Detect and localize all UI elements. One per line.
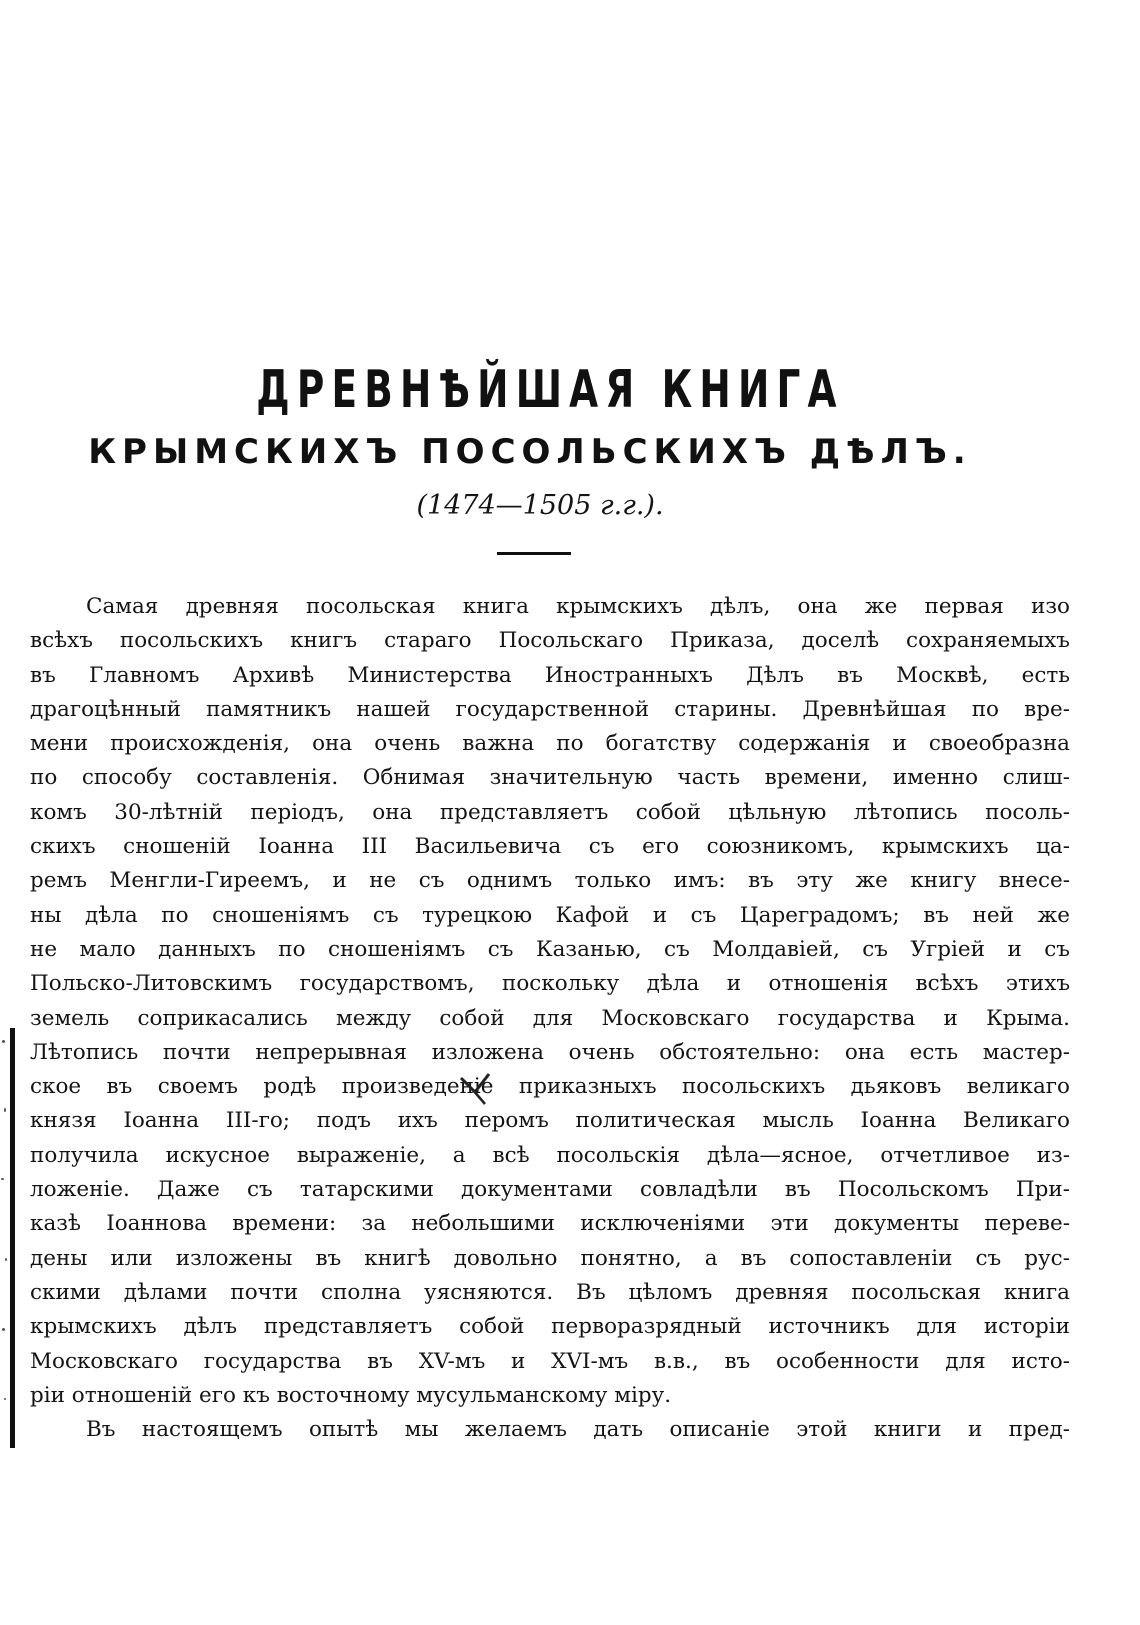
text-line: не мало данныхъ по сношеніямъ съ Казанью, съ Молдавіей, съ Угріей и съ bbox=[30, 936, 1070, 962]
text-line: Въ настоящемъ опытѣ мы желаемъ дать описаніе этой книги и пред- bbox=[86, 1417, 1070, 1443]
text-line: ремъ Менгли-Гиреемъ, и не съ однимъ только имъ: въ эту же книгу внесе- bbox=[30, 868, 1070, 894]
text-line: ское въ своемъ родѣ произведеніе приказныхъ посольскихъ дьяковъ великаго bbox=[30, 1074, 1070, 1100]
title-divider bbox=[497, 552, 571, 555]
margin-bracket-mark bbox=[0, 1028, 26, 1448]
text-line: дены или изложены въ книгѣ довольно понятно, а въ сопоставленіи съ рус- bbox=[30, 1245, 1070, 1271]
text-line: мени происхожденія, она очень важна по богатству содержанія и своеобразна bbox=[30, 731, 1070, 757]
text-line: по способу составленія. Обнимая значительную часть времени, именно слиш- bbox=[30, 765, 1070, 791]
text-line: казѣ Іоаннова времени: за небольшими исключеніями эти документы переве- bbox=[30, 1211, 1070, 1237]
text-line: князя Іоанна III-го; подъ ихъ перомъ политическая мысль Іоанна Великаго bbox=[30, 1108, 1070, 1134]
text-line: ложеніе. Даже съ татарскими документами совладѣли въ Посольскомъ При- bbox=[30, 1177, 1070, 1203]
text-line: Лѣтопись почти непрерывная изложена очень обстоятельно: она есть мастер- bbox=[30, 1039, 1070, 1065]
text-line: получила искусное выраженіе, а всѣ посольскія дѣла—ясное, отчетливое из- bbox=[30, 1142, 1070, 1168]
body-text bbox=[30, 590, 1070, 1447]
text-line: въ Главномъ Архивѣ Министерства Иностранныхъ Дѣлъ въ Москвѣ, есть bbox=[30, 662, 1070, 688]
text-line: скими дѣлами почти сполна уясняются. Въ цѣломъ древняя посольская книга bbox=[30, 1279, 1070, 1305]
text-line: крымскихъ дѣлъ представляетъ собой перворазрядный источникъ для исторіи bbox=[30, 1314, 1070, 1340]
text-line: ріи отношеній его къ восточному мусульманскому міру. bbox=[30, 1382, 672, 1408]
text-line: ны дѣла по сношеніямъ съ турецкою Кафой и съ Царегрaдомъ; въ ней же bbox=[30, 902, 1070, 928]
text-line: Самая древняя посольская книга крымскихъ дѣлъ, она же первая изо bbox=[86, 594, 1070, 619]
text-line: Московскаго государства въ XV-мъ и XVI-мъ в.в., въ особенности для исто- bbox=[30, 1348, 1070, 1374]
text-line: комъ 30-лѣтній періодъ, она представляетъ собой цѣльную лѣтопись посоль- bbox=[30, 799, 1070, 825]
text-line: Польско-Литовскимъ государствомъ, поскольку дѣла и отношенія всѣхъ этихъ bbox=[30, 971, 1070, 997]
text-line: скихъ сношеній Іоанна III Васильевича съ его союзникомъ, крымскихъ ца- bbox=[30, 834, 1070, 860]
text-line: земель соприкасались между собой для Московскаго государства и Крыма. bbox=[30, 1005, 1070, 1031]
pencil-check-mark bbox=[455, 1070, 495, 1110]
text-line: всѣхъ посольскихъ книгъ стараго Посольскаго Приказа, доселѣ сохраняемыхъ bbox=[30, 628, 1070, 654]
title-dates: (1474—1505 г.г.). bbox=[416, 490, 664, 521]
page-title: ДРЕВНѢЙШАЯ КНИГА bbox=[256, 360, 844, 420]
text-line: драгоцѣнный памятникъ нашей государственной старины. Древнѣйшая по вре- bbox=[30, 696, 1070, 722]
page-subtitle: КРЫМСКИХЪ ПОСОЛЬСКИХЪ ДѢЛЪ. bbox=[88, 432, 972, 472]
